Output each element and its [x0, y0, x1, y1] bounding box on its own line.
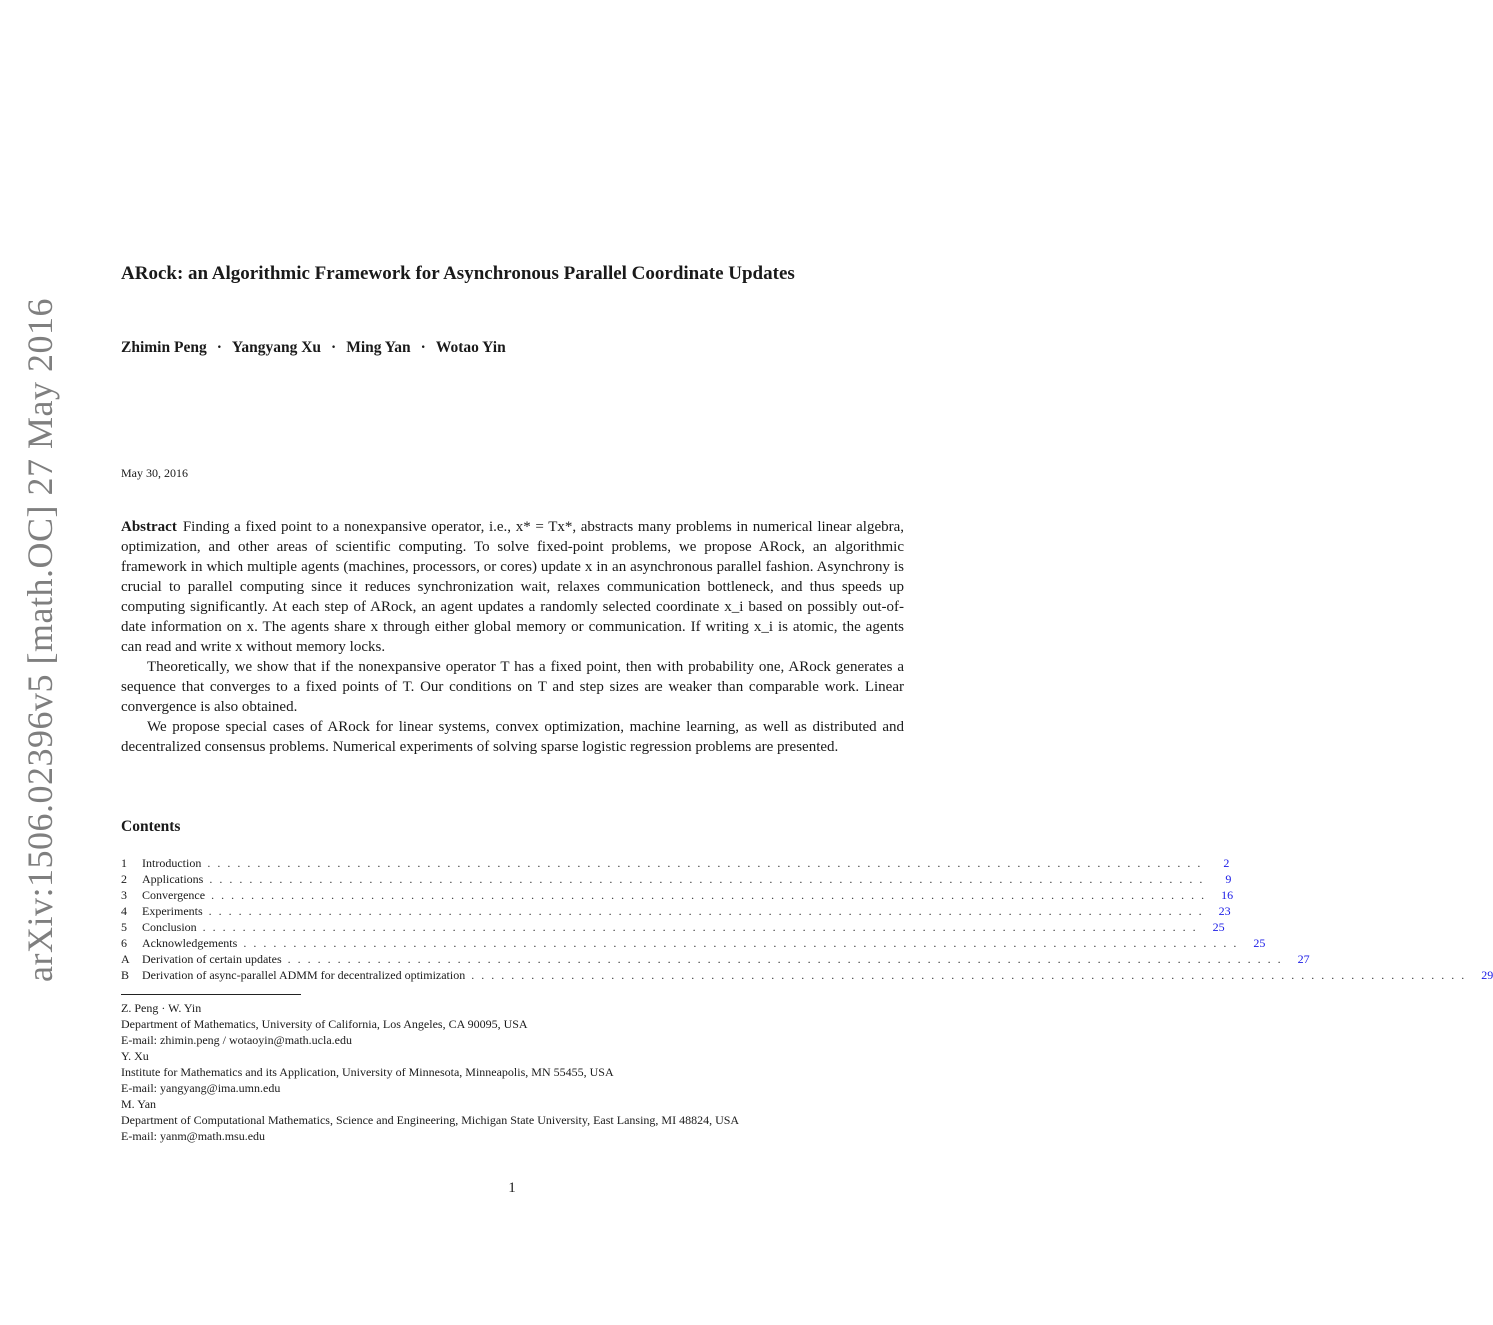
footnote-line: Y. Xu	[121, 1049, 149, 1063]
contents-heading: Contents	[121, 818, 181, 835]
affiliation-footnotes	[121, 1000, 904, 1144]
toc-leader-dots: ....................................................................................................	[207, 856, 1208, 870]
abstract-paragraph	[121, 517, 904, 657]
arxiv-side-stamp: arXiv:1506.02396v5 [math.OC] 27 May 2016	[20, 298, 60, 982]
author-separator: ·	[331, 339, 337, 356]
toc-number: B	[121, 968, 130, 982]
toc-title: Experiments	[142, 904, 203, 918]
footnote-line: E-mail: yangyang@ima.umn.edu	[121, 1081, 281, 1095]
toc-title: Acknowledgements	[142, 936, 238, 950]
toc-page-link[interactable]: 23	[1218, 904, 1231, 918]
footnote-line: E-mail: zhimin.peng / wotaoyin@math.ucla.edu	[121, 1033, 352, 1047]
toc-entry[interactable]	[121, 888, 1234, 904]
toc-page-link[interactable]: 25	[1212, 920, 1225, 934]
author-name: Ming Yan	[346, 339, 411, 356]
toc-entry[interactable]	[121, 952, 1310, 968]
footnote-line: Department of Mathematics, University of California, Los Angeles, CA 90095, USA	[121, 1017, 528, 1031]
toc-number: 4	[121, 904, 127, 918]
toc-title: Convergence	[142, 888, 206, 902]
toc-page-link[interactable]: 16	[1221, 888, 1234, 902]
footnote-line: E-mail: yanm@math.msu.edu	[121, 1129, 266, 1143]
table-of-contents	[121, 856, 1493, 984]
author-name: Wotao Yin	[435, 339, 506, 356]
toc-entry[interactable]	[121, 856, 1230, 872]
toc-number: A	[121, 952, 130, 966]
toc-leader-dots: ....................................................................................................	[208, 904, 1209, 918]
toc-number: 3	[121, 888, 127, 902]
abstract-paragraph: We propose special cases of ARock for linear systems, convex optimization, machine learning, as well as distributed and decentralized consensus problems. Numerical experiments of solving sparse logistic regression problems are presented.	[121, 719, 904, 755]
footnote-line: M. Yan	[121, 1097, 157, 1111]
toc-entry[interactable]	[121, 968, 1493, 984]
toc-leader-dots: ....................................................................................................	[471, 968, 1472, 982]
footnote-line: Institute for Mathematics and its Application, University of Minnesota, Minneapolis, MN 55455, USA	[121, 1065, 614, 1079]
toc-leader-dots: ....................................................................................................	[209, 872, 1210, 886]
toc-title: Conclusion	[142, 920, 197, 934]
paper-title: ARock: an Algorithmic Framework for Asynchronous Parallel Coordinate Updates	[121, 263, 795, 284]
author-name: Yangyang Xu	[231, 339, 322, 356]
footnote-divider	[121, 994, 301, 995]
paper-date: May 30, 2016	[121, 466, 188, 480]
toc-page-link[interactable]: 29	[1481, 968, 1493, 982]
author-list	[121, 339, 506, 357]
toc-number: 5	[121, 920, 127, 934]
toc-entry[interactable]	[121, 904, 1231, 920]
toc-title: Applications	[142, 872, 204, 886]
footnote-line: Department of Computational Mathematics, Science and Engineering, Michigan State University, East Lansing, MI 48824, USA	[121, 1113, 740, 1127]
toc-number: 6	[121, 936, 127, 950]
toc-entry[interactable]	[121, 936, 1266, 952]
toc-title: Introduction	[142, 856, 202, 870]
toc-entry[interactable]	[121, 920, 1225, 936]
toc-page-link[interactable]: 27	[1297, 952, 1310, 966]
toc-title: Derivation of certain updates	[142, 952, 282, 966]
toc-page-link[interactable]: 9	[1225, 872, 1232, 886]
toc-number: 1	[121, 856, 127, 870]
toc-number: 2	[121, 872, 127, 886]
toc-title: Derivation of async-parallel ADMM for decentralized optimization	[142, 968, 466, 982]
abstract-text: Finding a fixed point to a nonexpansive operator, i.e., x* = Tx*, abstracts many problems in numerical linear algebra, optimization, and other areas of scientific computing. To solve fixed-point problems, we propose ARock, an algorithmic framework in which multiple agents (machines, processors, or cores) update x in an asynchronous parallel fashion. Asynchrony is crucial to parallel computing since it reduces synchronization wait, relaxes communication bottleneck, and thus speeds up computing significantly. At each step of ARock, an agent updates a randomly selected coordinate x_i based on possibly out-of-date information on x. The agents share x through either global memory or communication. If writing x_i is atomic, the agents can read and write x without memory locks.	[121, 519, 904, 655]
toc-leader-dots: ....................................................................................................	[243, 936, 1244, 950]
toc-leader-dots: ....................................................................................................	[202, 920, 1203, 934]
toc-entry[interactable]	[121, 872, 1232, 888]
author-separator: ·	[420, 339, 426, 356]
toc-leader-dots: ....................................................................................................	[287, 952, 1288, 966]
author-separator: ·	[216, 339, 222, 356]
toc-page-link[interactable]: 2	[1223, 856, 1230, 870]
footnote-line: Z. Peng · W. Yin	[121, 1001, 202, 1015]
author-name: Zhimin Peng	[121, 339, 207, 356]
abstract-paragraph: Theoretically, we show that if the nonexpansive operator T has a fixed point, then with probability one, ARock generates a sequence that converges to a fixed points of T. Our conditions on T and step sizes are weaker than comparable work. Linear convergence is also obtained.	[121, 659, 904, 715]
toc-leader-dots: ....................................................................................................	[211, 888, 1212, 902]
page-number: 1	[508, 1180, 516, 1196]
abstract-label: Abstract	[121, 519, 177, 535]
abstract-section	[121, 517, 904, 757]
toc-page-link[interactable]: 25	[1253, 936, 1266, 950]
